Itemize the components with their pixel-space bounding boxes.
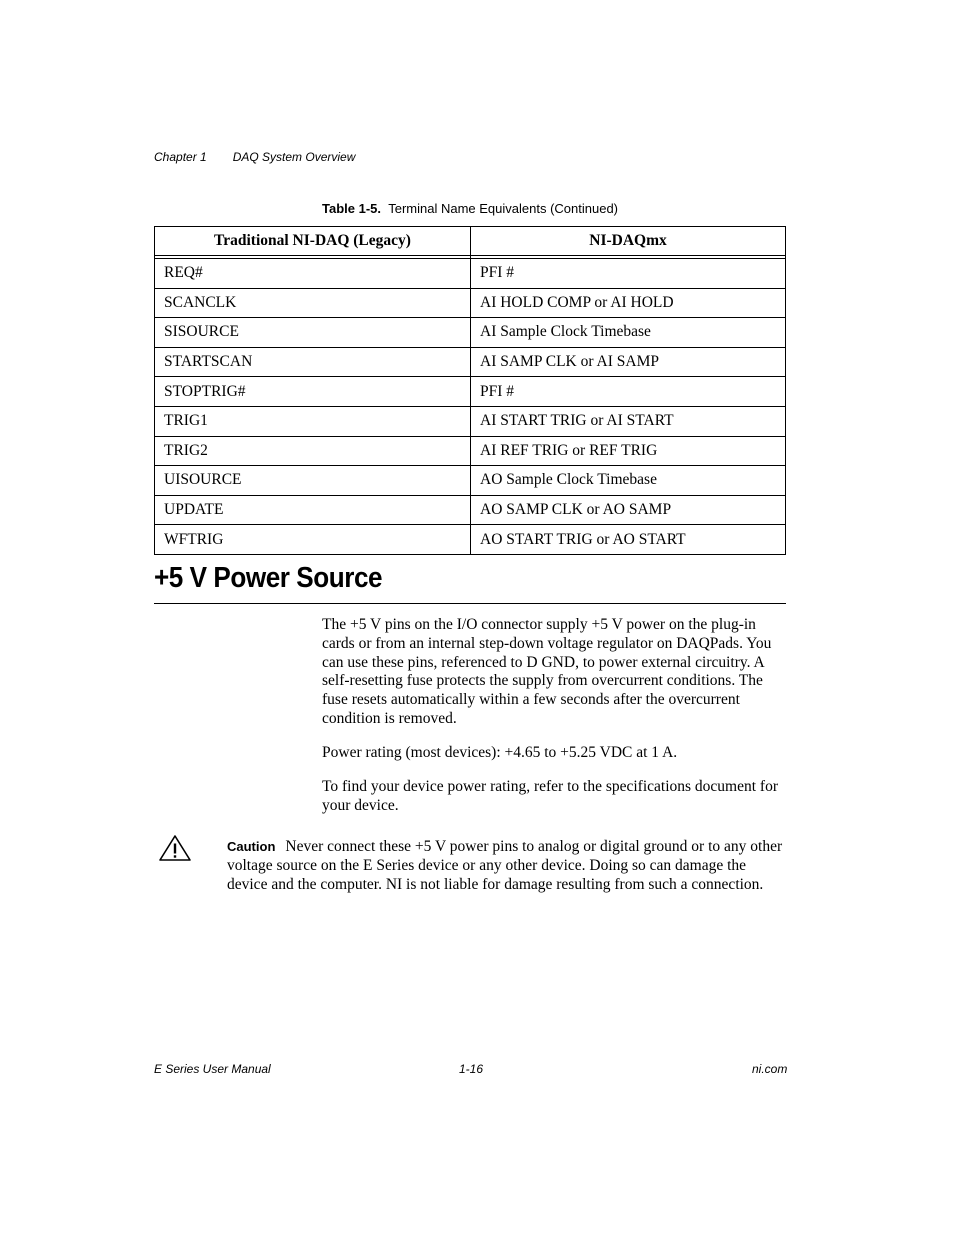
table-row: [155, 436, 786, 466]
legacy-cell: TRIG2: [155, 436, 471, 466]
warning-triangle-icon: [158, 834, 192, 862]
body-paragraph: To find your device power rating, refer to the specifications document for your device.: [322, 778, 779, 814]
chapter-title: DAQ System Overview: [232, 150, 356, 164]
footer-website: ni.com: [752, 1062, 788, 1076]
daqmx-cell: AI HOLD COMP or AI HOLD: [471, 288, 786, 318]
legacy-cell: SCANCLK: [155, 288, 471, 318]
chapter-number: Chapter 1: [154, 150, 207, 164]
column-header-legacy: Traditional NI-DAQ (Legacy): [155, 227, 471, 256]
table-caption: [154, 201, 786, 216]
table-row: [155, 288, 786, 318]
caution-label: Caution: [227, 839, 276, 854]
body-paragraph: The +5 V pins on the I/O connector supply +5 V power on the plug-in cards or from an internal step-down voltage regulator on DAQPads. You can use these pins, referenced to D GND, to power external circuitry. A self-resetting fuse protects the supply from overcurrent conditions. The fuse resets automatically within a few seconds after the overcurrent condition is removed.: [322, 616, 772, 727]
daqmx-cell: PFI #: [471, 259, 786, 289]
legacy-cell: TRIG1: [155, 406, 471, 436]
footer-page-number: 1-16: [459, 1062, 484, 1076]
legacy-cell: REQ#: [155, 259, 471, 289]
terminal-name-table: [154, 226, 786, 555]
table-row: [155, 318, 786, 348]
section-title: +5 V Power Source: [154, 562, 383, 594]
legacy-cell: STOPTRIG#: [155, 377, 471, 407]
table-row: [155, 347, 786, 377]
daqmx-cell: AI REF TRIG or REF TRIG: [471, 436, 786, 466]
table-row: [155, 377, 786, 407]
section-divider: [154, 603, 786, 604]
running-header: [154, 150, 355, 164]
table-row: [155, 406, 786, 436]
table-row: [155, 525, 786, 555]
caution-note: [227, 838, 789, 894]
table-row: [155, 259, 786, 289]
table-caption-text: Terminal Name Equivalents (Continued): [388, 201, 619, 216]
daqmx-cell: AO Sample Clock Timebase: [471, 466, 786, 496]
column-header-daqmx: NI-DAQmx: [471, 227, 786, 256]
legacy-cell: STARTSCAN: [155, 347, 471, 377]
table-row: [155, 466, 786, 496]
body-paragraph: Power rating (most devices): +4.65 to +5.25 VDC at 1 A.: [322, 744, 678, 761]
legacy-cell: SISOURCE: [155, 318, 471, 348]
daqmx-cell: AO START TRIG or AO START: [471, 525, 786, 555]
daqmx-cell: PFI #: [471, 377, 786, 407]
daqmx-cell: AO SAMP CLK or AO SAMP: [471, 495, 786, 525]
table-caption-label: Table 1-5.: [321, 201, 381, 216]
legacy-cell: WFTRIG: [155, 525, 471, 555]
table-header-row: [155, 227, 786, 256]
legacy-cell: UPDATE: [155, 495, 471, 525]
legacy-cell: UISOURCE: [155, 466, 471, 496]
daqmx-cell: AI SAMP CLK or AI SAMP: [471, 347, 786, 377]
daqmx-cell: AI Sample Clock Timebase: [471, 318, 786, 348]
table-row: [155, 495, 786, 525]
daqmx-cell: AI START TRIG or AI START: [471, 406, 786, 436]
footer-manual-title: E Series User Manual: [154, 1062, 271, 1076]
caution-text: Never connect these +5 V power pins to analog or digital ground or to any other voltage source on the E Series device or any other device. Doing so can damage the device and the computer. NI is not liable for damage resulting from such a connection.: [227, 838, 783, 893]
